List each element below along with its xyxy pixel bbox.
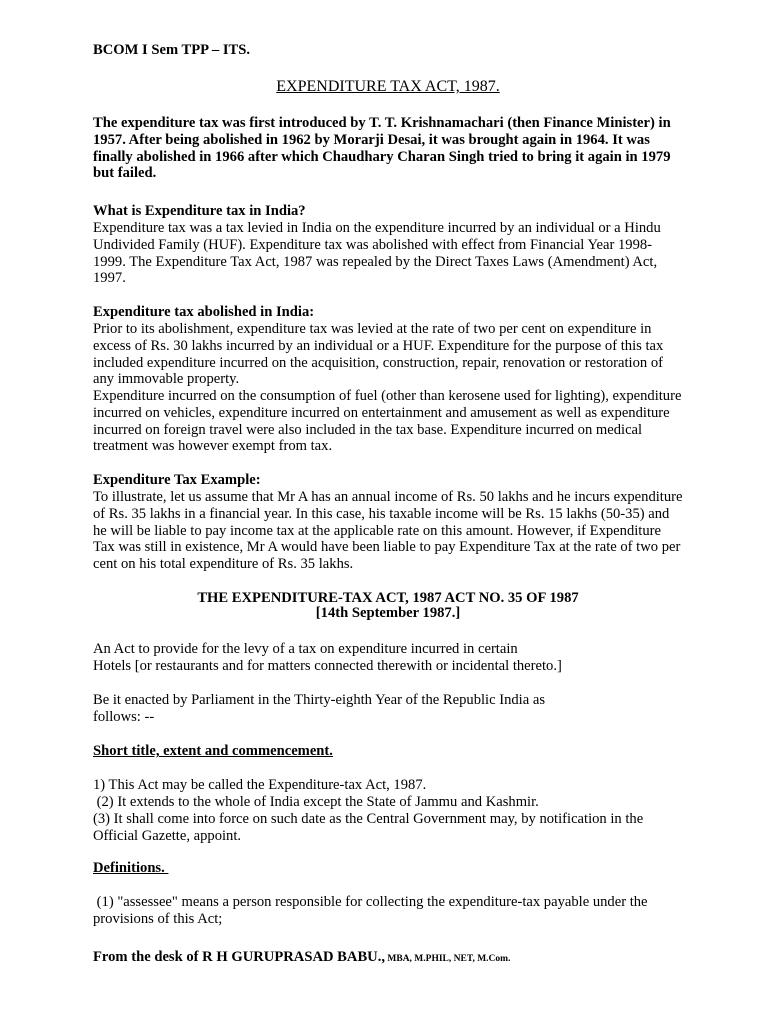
- example-body: To illustrate, let us assume that Mr A has an annual income of Rs. 50 lakhs and he incurs expenditure of Rs. 35 lakhs in a financial year. In this case, his taxable income will be Rs. 15 lakhs (50-35) and he will be liable to pay income tax at the applicable rate on this amount. However, if Expenditure Tax was still in existence, Mr A would have been liable to pay Expenditure Tax at the rate of two per cent on his total expenditure of Rs. 35 lakhs.: [93, 489, 683, 573]
- what-heading: What is Expenditure tax in India?: [93, 203, 306, 219]
- clause-3: (3) It shall come into force on such date as the Central Government may, by notification in the Official Gazette, appoint.: [93, 811, 644, 844]
- intro-paragraph: The expenditure tax was first introduced by T. T. Krishnamachari (then Finance Minister) in 1957. After being abolished in 1962 by Morarji Desai, it was brought again in 1964. It was finally abolished in 1966 after which Chaudhary Charan Singh tried to bring it again in 1979 but failed.: [93, 115, 671, 182]
- act-enactment-line-1: Be it enacted by Parliament in the Thirty-eighth Year of the Republic India as: [93, 692, 546, 708]
- act-preamble-line-2: Hotels [or restaurants and for matters connected therewith or incidental thereto.]: [93, 658, 562, 674]
- footer-author: From the desk of R H GURUPRASAD BABU.,: [93, 949, 386, 965]
- abolished-body-1: Prior to its abolishment, expenditure tax was levied at the rate of two per cent on expenditure in excess of Rs. 30 lakhs incurred by an individual or a HUF. Expenditure for the purpose of this tax included expenditure incurred on the acquisition, construction, repair, renovation or restoration of any immovable property.: [93, 321, 664, 388]
- definitions-heading: [93, 860, 683, 877]
- act-date: [14th September 1987.]: [315, 605, 461, 621]
- act-preamble-line-1: An Act to provide for the levy of a tax on expenditure incurred in certain: [93, 641, 518, 657]
- footer-credit: [93, 949, 683, 968]
- clause-2: (2) It extends to the whole of India except the State of Jammu and Kashmir.: [93, 794, 539, 810]
- act-title: THE EXPENDITURE-TAX ACT, 1987 ACT NO. 35 OF 1987: [197, 590, 579, 606]
- abolished-body-2: Expenditure incurred on the consumption of fuel (other than kerosene used for lighting), expenditure incurred on vehicles, expenditure incurred on entertainment and amusement as well as expenditure incurred on foreign travel were also included in the tax base. Expenditure incurred on medical treatment was however exempt from tax.: [93, 388, 682, 455]
- document-title: EXPENDITURE TAX ACT, 1987.: [276, 78, 500, 95]
- short-title-heading: [93, 743, 683, 760]
- definition-1: (1) "assessee" means a person responsible for collecting the expenditure-tax payable under the provisions of this Act;: [93, 894, 652, 927]
- act-enactment-line-2: follows: --: [93, 709, 155, 725]
- footer-credentials: MBA, M.PHIL, NET, M.Com.: [385, 954, 511, 964]
- definitions-heading-text: Definitions.: [93, 860, 169, 876]
- abolished-heading: Expenditure tax abolished in India:: [93, 304, 315, 320]
- course-header: BCOM I Sem TPP – ITS.: [93, 42, 251, 58]
- clause-1: 1) This Act may be called the Expenditure-tax Act, 1987.: [93, 777, 427, 793]
- example-heading: Expenditure Tax Example:: [93, 472, 261, 488]
- what-body: Expenditure tax was a tax levied in India on the expenditure incurred by an individual or a Hindu Undivided Family (HUF). Expenditure tax was abolished with effect from Financial Year 1998-1999. The Expenditure Tax Act, 1987 was repealed by the Direct Taxes Laws (Amendment) Act, 1997.: [93, 220, 661, 287]
- short-title-heading-text: Short title, extent and commencement.: [93, 743, 333, 759]
